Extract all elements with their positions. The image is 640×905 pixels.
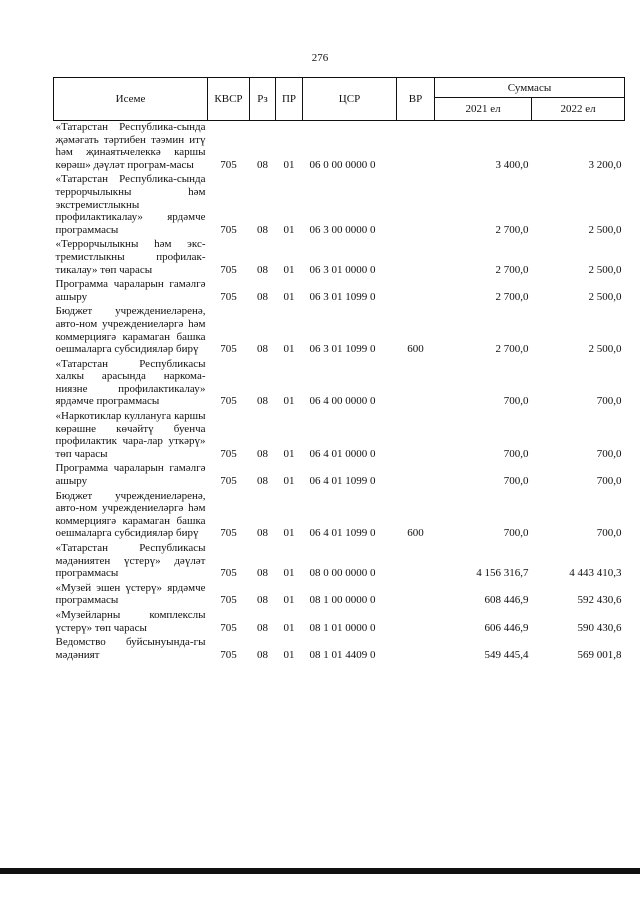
header-kvsr: КВСР (208, 78, 250, 121)
row-pr: 01 (283, 290, 295, 303)
row-sum-2021: 608 446,9 (484, 594, 529, 607)
scan-bottom-edge (0, 868, 640, 874)
row-csr: 06 4 00 0000 0 (309, 395, 376, 408)
row-sum-2022: 2 500,0 (588, 343, 622, 356)
header-name: Исеме (54, 78, 208, 121)
row-sum-2021: 2 700,0 (495, 223, 529, 236)
row-rz: 08 (257, 621, 268, 634)
row-csr: 08 0 00 0000 0 (309, 567, 376, 580)
row-sum-2021: 4 156 316,7 (476, 567, 529, 580)
row-csr: 06 3 00 0000 0 (309, 223, 376, 236)
row-sum-2022: 2 500,0 (588, 263, 622, 276)
row-sum-2022: 3 200,0 (588, 158, 622, 171)
row-name: «Татарстан Республикасы мәдәниятен үстерү» дәүләт программасы (55, 542, 206, 580)
header-year-2022: 2022 ел (532, 98, 625, 121)
row-vr: 600 (407, 343, 424, 356)
row-kvsr: 705 (220, 263, 237, 276)
row-pr: 01 (283, 158, 295, 171)
row-vr (397, 609, 435, 636)
row-rz: 08 (257, 527, 268, 540)
row-csr: 06 4 01 1099 0 (309, 527, 376, 540)
row-pr: 01 (283, 594, 295, 607)
table-row (54, 278, 625, 305)
row-pr: 01 (283, 447, 295, 460)
row-pr: 01 (283, 527, 295, 540)
row-vr: 600 (407, 527, 424, 540)
table-row (54, 358, 625, 410)
row-sum-2022: 590 430,6 (577, 621, 622, 634)
header-year-2021: 2021 ел (435, 98, 532, 121)
row-kvsr: 705 (220, 447, 237, 460)
row-name: Бюджет учреждениеләренә, авто-ном учреждениеләргә һәм коммерциягә карамаган башка оешмаларга субсидияләр бирү (55, 489, 206, 540)
row-rz: 08 (257, 343, 268, 356)
row-rz: 08 (257, 395, 268, 408)
table-row (54, 609, 625, 636)
row-sum-2021: 700,0 (503, 395, 529, 408)
row-name: «Музей эшен үстерү» ярдәмче программасы (55, 581, 206, 607)
row-kvsr: 705 (220, 594, 237, 607)
row-rz: 08 (257, 263, 268, 276)
row-pr: 01 (283, 263, 295, 276)
table-row (54, 121, 625, 174)
row-name: «Наркотиклар кулланугa каршы көрәшне көчәйтү буенча профилактик чара-лар уткәрү» төп чарасы (55, 410, 206, 460)
row-name: «Татарстан Республика-сында террорчылыкны һәм экстремистлыкны профилактикалау» ярдәмче программасы (55, 173, 206, 236)
table-row (54, 462, 625, 489)
row-sum-2021: 3 400,0 (495, 158, 529, 171)
row-sum-2022: 569 001,8 (577, 648, 622, 661)
row-name: «Музейларны комплекслы үстерү» төп чарасы (55, 608, 206, 634)
row-pr: 01 (283, 567, 295, 580)
header-vr: ВР (397, 78, 435, 121)
row-sum-2022: 4 443 410,3 (569, 567, 622, 580)
row-csr: 06 3 01 1099 0 (309, 343, 376, 356)
row-kvsr: 705 (220, 343, 237, 356)
row-vr (397, 238, 435, 278)
header-csr: ЦСР (303, 78, 397, 121)
row-vr (397, 636, 435, 663)
row-name: «Террорчылыкны һәм экс-тремистлыкны профилак-тикалау» төп чарасы (55, 238, 206, 276)
row-sum-2021: 606 446,9 (484, 621, 529, 634)
table-row (54, 173, 625, 238)
page-number: 276 (311, 52, 329, 64)
row-kvsr: 705 (220, 158, 237, 171)
row-vr (397, 582, 435, 609)
row-sum-2021: 700,0 (503, 475, 529, 488)
row-sum-2021: 700,0 (503, 527, 529, 540)
row-sum-2022: 700,0 (596, 527, 622, 540)
table-row (54, 410, 625, 462)
table-row (54, 582, 625, 609)
row-rz: 08 (257, 567, 268, 580)
row-kvsr: 705 (220, 648, 237, 661)
row-csr: 08 1 01 0000 0 (309, 621, 376, 634)
row-sum-2022: 2 500,0 (588, 290, 622, 303)
row-csr: 06 3 01 1099 0 (309, 290, 376, 303)
row-csr: 06 0 00 0000 0 (309, 158, 376, 171)
row-vr (397, 121, 435, 174)
row-sum-2021: 2 700,0 (495, 290, 529, 303)
table-row (54, 305, 625, 357)
row-kvsr: 705 (220, 621, 237, 634)
row-sum-2022: 700,0 (596, 475, 622, 488)
budget-table (53, 77, 625, 663)
row-rz: 08 (257, 290, 268, 303)
row-kvsr: 705 (220, 567, 237, 580)
row-sum-2022: 700,0 (596, 395, 622, 408)
row-rz: 08 (257, 594, 268, 607)
row-csr: 06 4 01 1099 0 (309, 475, 376, 488)
table-body (54, 121, 625, 664)
row-sum-2022: 592 430,6 (577, 594, 622, 607)
row-name: Бюджет учреждениеләренә, авто-ном учреждениеләргә һәм коммерциягә карамаган башка оешмаларга субсидияләр бирү (55, 305, 206, 356)
row-kvsr: 705 (220, 475, 237, 488)
row-csr: 06 3 01 0000 0 (309, 263, 376, 276)
row-sum-2021: 2 700,0 (495, 263, 529, 276)
table-row (54, 542, 625, 582)
row-name: Программа чараларын гамәлгә ашыру (55, 278, 206, 303)
row-kvsr: 705 (220, 290, 237, 303)
row-pr: 01 (283, 343, 295, 356)
table-row (54, 238, 625, 278)
row-vr (397, 173, 435, 238)
row-pr: 01 (283, 223, 295, 236)
row-rz: 08 (257, 158, 268, 171)
row-name: Программа чараларын гамәлгә ашыру (55, 462, 206, 488)
row-name: «Татарстан Республикасы халкы арасында наркома-ниязне профилактикалау» ярдәмче программасы (55, 357, 206, 408)
row-vr (397, 462, 435, 489)
row-vr (397, 358, 435, 410)
row-sum-2021: 2 700,0 (495, 343, 529, 356)
row-vr (397, 278, 435, 305)
row-pr: 01 (283, 395, 295, 408)
row-rz: 08 (257, 447, 268, 460)
table-row (54, 490, 625, 542)
header-rz: Рз (250, 78, 276, 121)
row-vr (397, 542, 435, 582)
header-sums: Суммасы (435, 78, 625, 98)
row-kvsr: 705 (220, 527, 237, 540)
row-pr: 01 (283, 648, 295, 661)
row-sum-2021: 700,0 (503, 447, 529, 460)
row-kvsr: 705 (220, 395, 237, 408)
row-rz: 08 (257, 223, 268, 236)
row-vr (397, 410, 435, 462)
table-header (54, 78, 625, 121)
row-rz: 08 (257, 475, 268, 488)
row-name: «Татарстан Республика-сында җәмәгать тәртибен тәэмин итү һәм җинаятьчелеккә каршы көрәш» дәүләт програм-масы (55, 121, 206, 171)
header-pr: ПР (276, 78, 303, 121)
row-sum-2021: 549 445,4 (484, 648, 529, 661)
row-pr: 01 (283, 621, 295, 634)
table-row (54, 636, 625, 663)
row-rz: 08 (257, 648, 268, 661)
row-sum-2022: 700,0 (596, 447, 622, 460)
row-name: Ведомство буйсынуында-гы мәдәният (55, 636, 206, 661)
row-kvsr: 705 (220, 223, 237, 236)
row-sum-2022: 2 500,0 (588, 223, 622, 236)
row-csr: 08 1 00 0000 0 (309, 594, 376, 607)
row-csr: 08 1 01 4409 0 (309, 648, 376, 661)
row-pr: 01 (283, 475, 295, 488)
row-csr: 06 4 01 0000 0 (309, 447, 376, 460)
